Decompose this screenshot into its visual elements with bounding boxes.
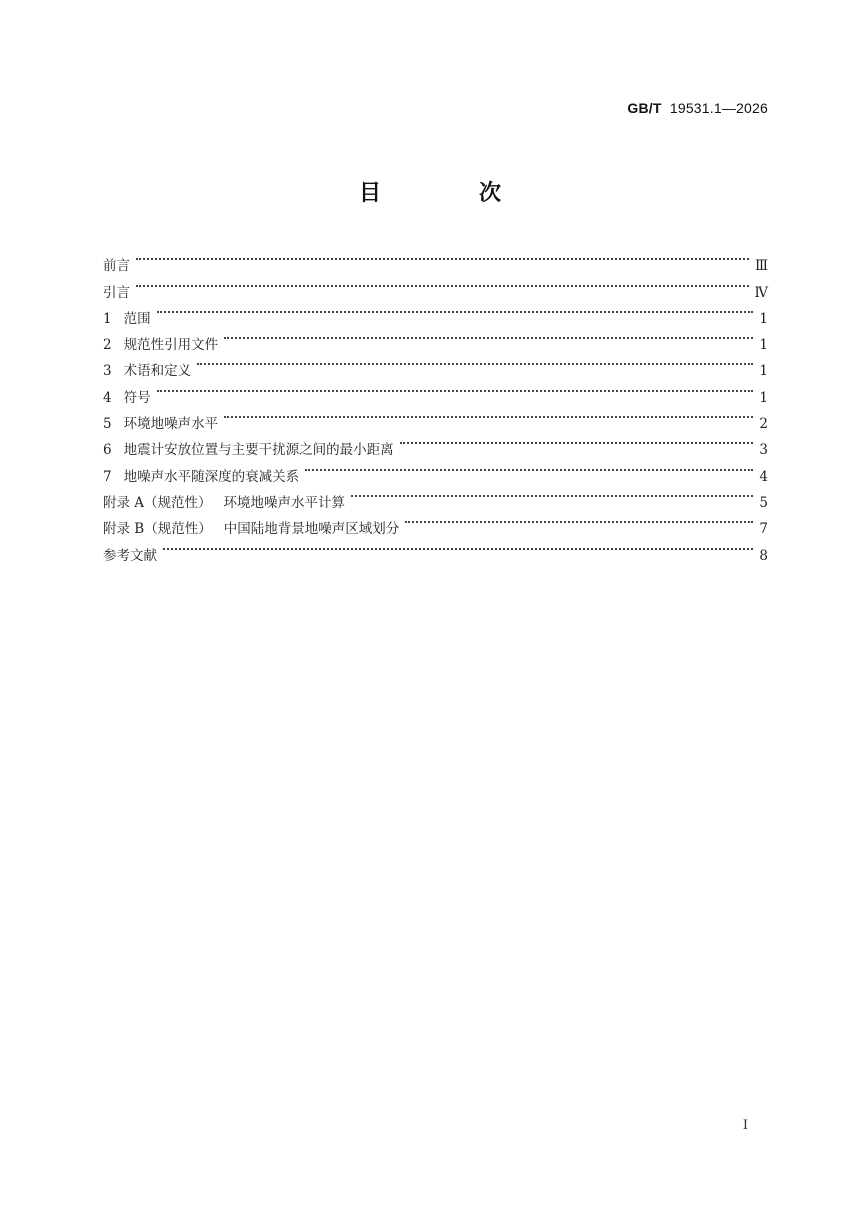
toc-entry-title: 范围 — [123, 310, 151, 327]
table-of-contents — [103, 244, 768, 564]
toc-entry[interactable] — [103, 402, 768, 433]
toc-entry-title: 地噪声水平随深度的衰减关系 — [123, 468, 300, 485]
toc-entry-title: 符号 — [123, 389, 151, 406]
toc-entry-number: 附录 B（规范性） — [103, 521, 212, 538]
toc-entry-page: 3 — [759, 442, 768, 459]
toc-entry-number: 7 — [103, 468, 112, 485]
toc-dot-leader — [136, 270, 749, 296]
toc-entry-page: 8 — [759, 547, 768, 564]
toc-entry-page: 4 — [759, 468, 768, 485]
toc-entry-title: 术语和定义 — [123, 363, 192, 380]
toc-entry-page: 1 — [759, 337, 768, 354]
toc-entry-title: 引言 — [103, 284, 130, 301]
toc-dot-leader — [157, 375, 754, 401]
toc-dot-leader — [351, 481, 753, 507]
toc-entry-title: 环境地噪声水平计算 — [223, 494, 346, 511]
standard-prefix: GB/T — [627, 100, 662, 116]
toc-entry-number: 6 — [103, 442, 112, 459]
toc-entry[interactable] — [103, 270, 768, 301]
toc-entry-label — [103, 464, 305, 490]
toc-dot-leader — [224, 402, 753, 428]
toc-entry-title: 前言 — [103, 258, 130, 275]
toc-entry-title: 地震计安放位置与主要干扰源之间的最小距离 — [123, 442, 394, 459]
toc-entry-page: 1 — [759, 363, 768, 380]
toc-entry-number: 5 — [103, 416, 112, 433]
toc-entry-page: Ⅳ — [754, 284, 768, 301]
toc-entry[interactable] — [103, 533, 768, 564]
toc-entry[interactable] — [103, 349, 768, 380]
toc-entry-page: 7 — [759, 521, 768, 538]
toc-dot-leader — [197, 349, 753, 375]
toc-entry-page: 1 — [759, 389, 768, 406]
toc-dot-leader — [405, 507, 753, 533]
toc-dot-leader — [163, 533, 753, 559]
toc-dot-leader — [305, 454, 753, 480]
toc-entry-label — [103, 543, 163, 569]
toc-entry[interactable] — [103, 323, 768, 354]
toc-dot-leader — [400, 428, 754, 454]
toc-entry-label — [103, 253, 136, 279]
toc-dot-leader — [157, 297, 754, 323]
toc-entry-page: 5 — [759, 494, 768, 511]
toc-entry-title: 规范性引用文件 — [123, 337, 219, 354]
toc-entry-label — [103, 385, 157, 411]
toc-entry-label — [103, 490, 351, 516]
toc-entry[interactable] — [103, 297, 768, 327]
toc-entry-page: 2 — [759, 416, 768, 433]
toc-entry-page: 1 — [759, 310, 768, 327]
toc-entry-label — [103, 306, 157, 332]
toc-dot-leader — [224, 323, 753, 349]
standard-code — [627, 100, 768, 116]
standard-number: 19531.1—2026 — [669, 100, 768, 116]
toc-entry-number: 附录 A（规范性） — [103, 494, 212, 511]
toc-entry-number: 2 — [103, 337, 112, 354]
toc-entry[interactable] — [103, 375, 768, 406]
toc-entry-number: 3 — [103, 363, 112, 380]
toc-entry-title: 环境地噪声水平 — [123, 416, 219, 433]
page-title: 目 次 — [358, 181, 539, 206]
page-number: Ⅰ — [742, 1118, 748, 1133]
toc-entry-label — [103, 280, 136, 306]
toc-entry-title: 参考文献 — [103, 547, 157, 564]
toc-entry-title: 中国陆地背景地噪声区域划分 — [223, 521, 400, 538]
toc-entry-number: 1 — [103, 310, 112, 327]
toc-entry-number: 4 — [103, 389, 112, 406]
toc-dot-leader — [136, 244, 749, 270]
toc-entry[interactable] — [103, 244, 768, 275]
toc-entry-page: Ⅲ — [754, 258, 768, 275]
toc-entry-label — [103, 411, 224, 437]
